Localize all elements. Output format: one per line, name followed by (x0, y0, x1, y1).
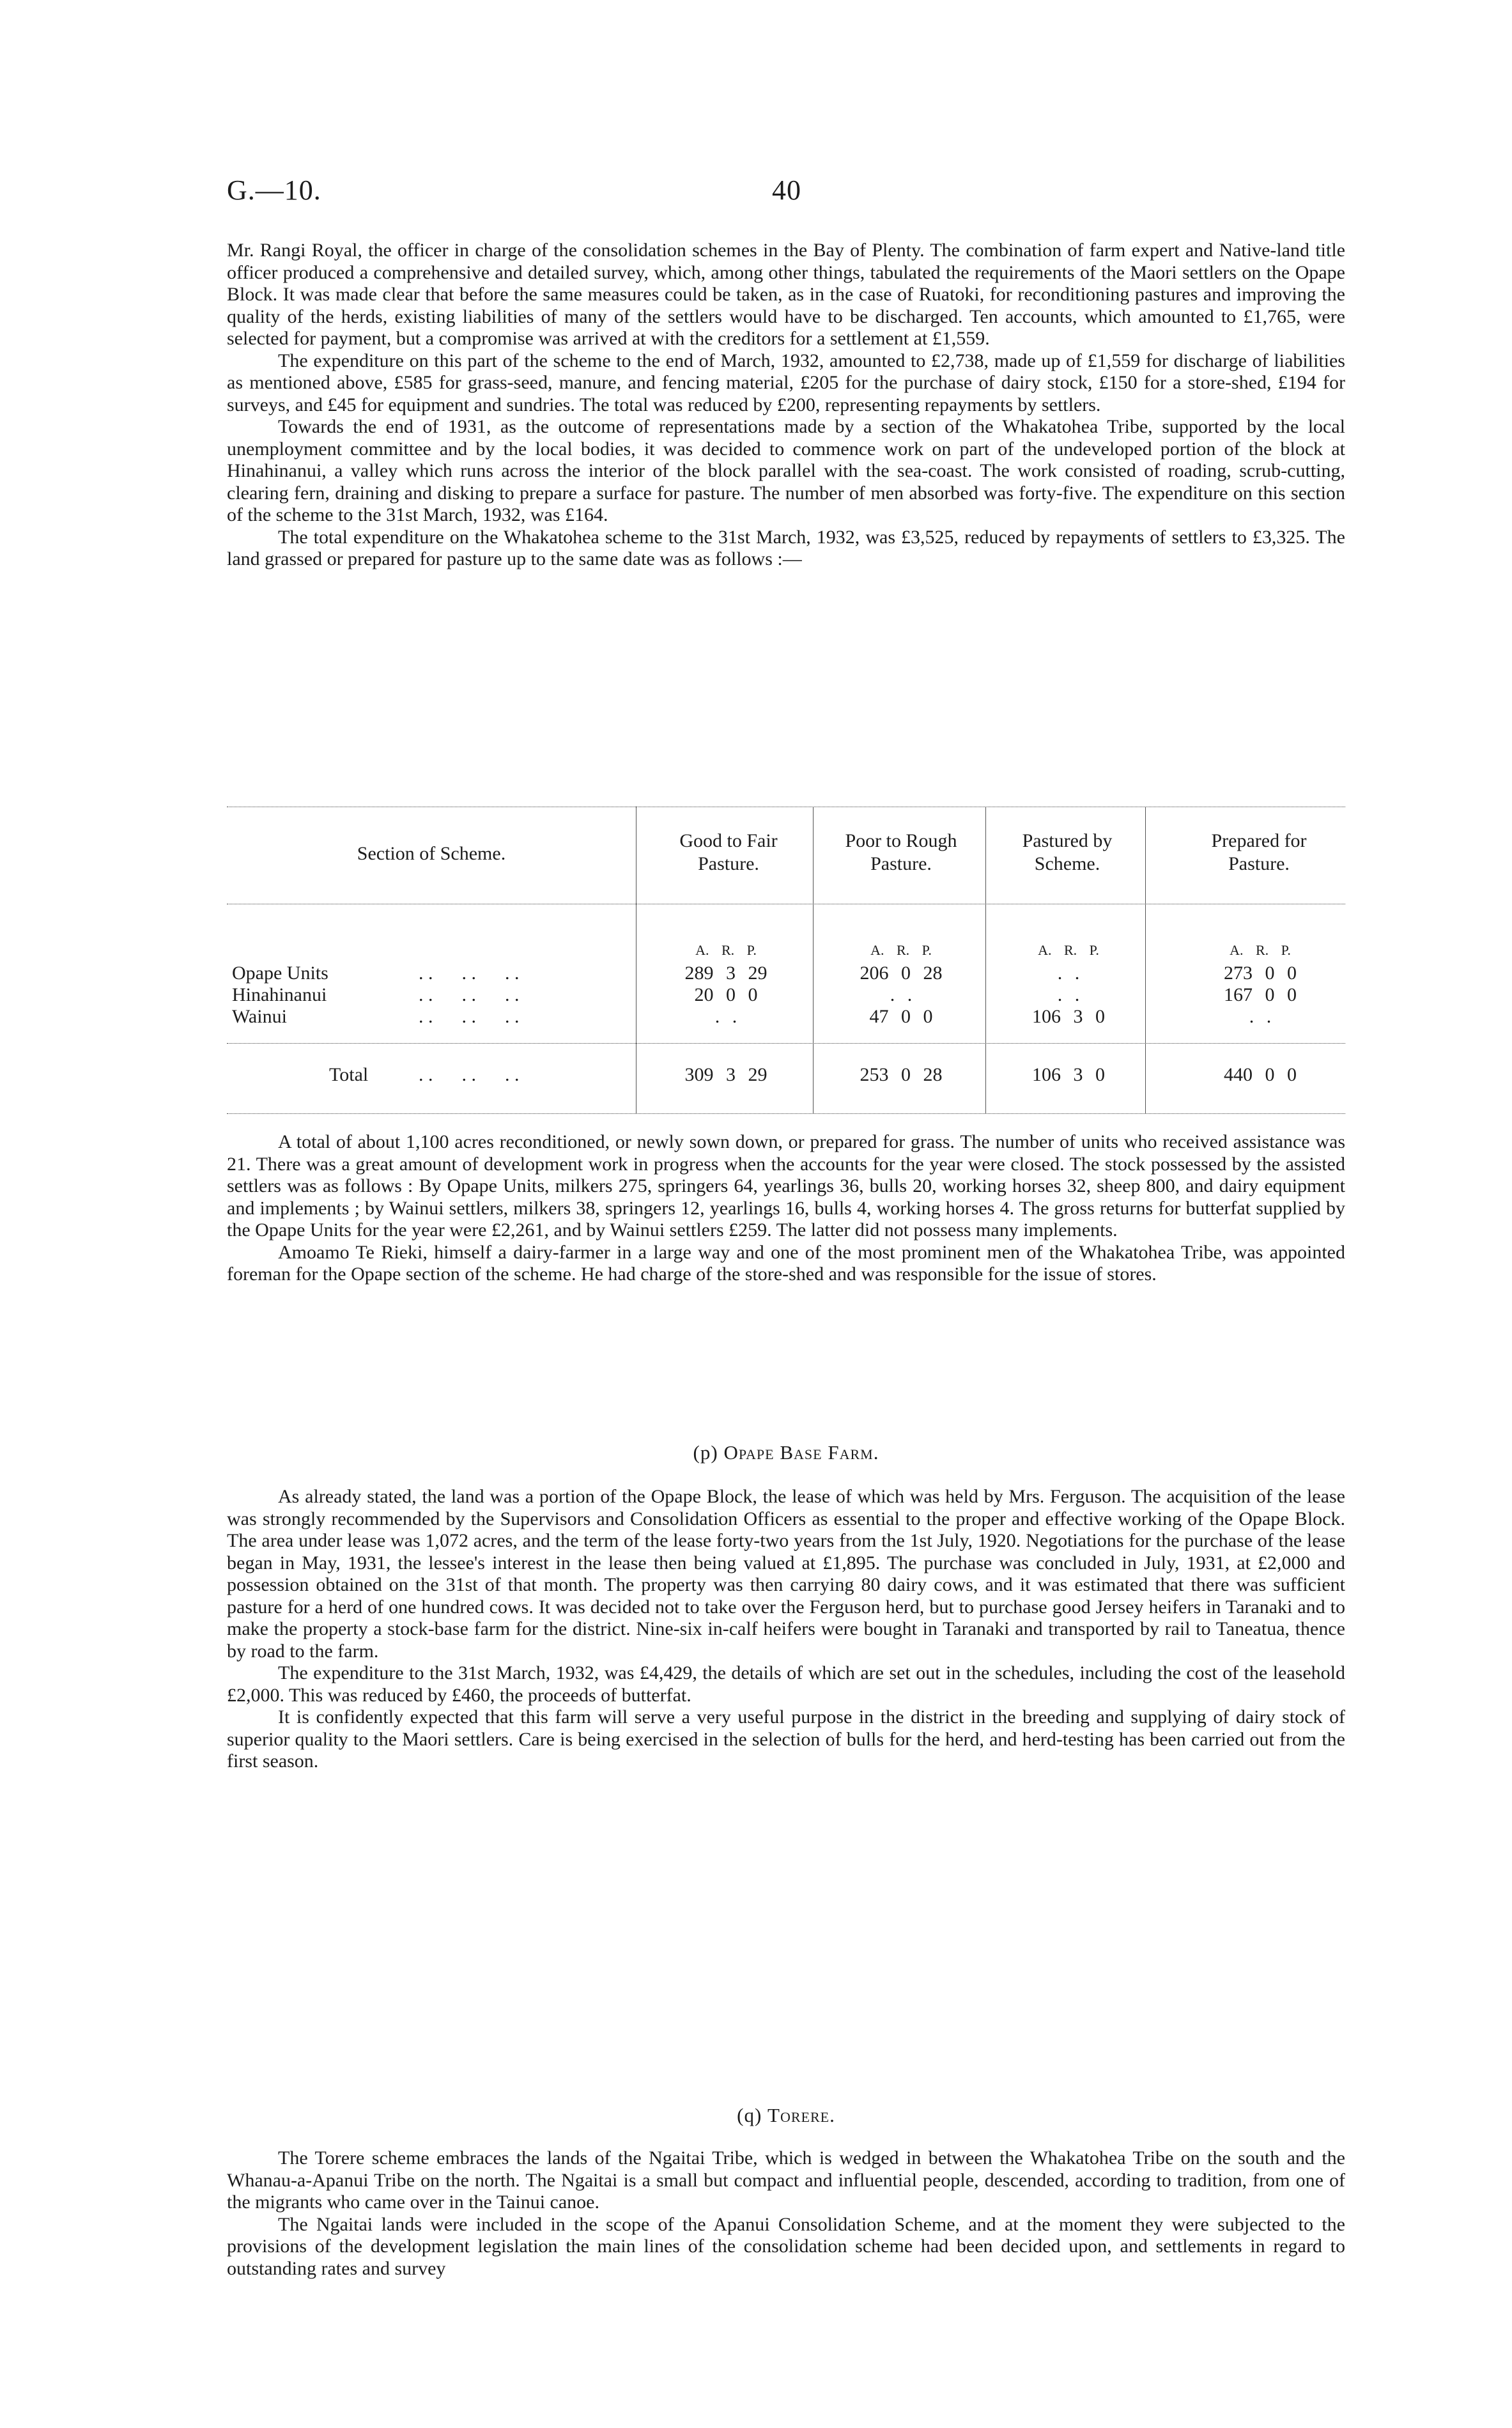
leader-dots: . . . . . . (419, 963, 520, 984)
paragraph: Towards the end of 1931, as the outcome of representations made by a section of the Whakatohea Tribe, supported by the local unemployment committee and by the local bodies, it was decided to commence work on part of the undeveloped portion of the block at Hinahinanui, a valley which runs across the interior of the block parallel with the sea-coast. The work consisted of roading, scrub-cutting, clearing fern, draining and disking to prepare a surface for pasture. The number of men absorbed was forty-five. The expenditure on this section of the scheme to the 31st March, 1932, was £164. (227, 416, 1345, 525)
pastured-value: 106 3 0 (1032, 1006, 1105, 1027)
pasture-table (227, 807, 1345, 1126)
prepared-value: 273 0 0 (1224, 963, 1297, 984)
paragraph: The expenditure to the 31st March, 1932, was £4,429, the details of which are set out in the schedules, including the cost of the leasehold £2,000. This was reduced by £460, the proceeds of butterfat. (227, 1662, 1345, 1706)
page-number: 40 (772, 174, 801, 206)
document-reference: G.—10. (227, 174, 321, 206)
leader-dots: . . . . . . (419, 1006, 520, 1027)
header-prepared: Prepared for Pasture. (1211, 830, 1307, 874)
poor-value: . . (890, 984, 913, 1005)
poor-value: 206 0 28 (860, 963, 943, 984)
column-divider (985, 807, 986, 1113)
paragraph: The Torere scheme embraces the lands of the Ngaitai Tribe, which is wedged in between the Whakatohea Tribe on the south and the Whanau-a-Apanui Tribe on the north. The Ngaitai is a small but compact and influential people, descended, according to tradition, from one of the migrants who came over in the Tainui canoe. (227, 2147, 1345, 2213)
section-label: (q) (737, 2104, 762, 2126)
total-poor: 253 0 28 (860, 1064, 943, 1085)
units-label: A. R. P. (870, 942, 932, 958)
leader-dots: . . . . . . (419, 984, 520, 1005)
paragraph: A total of about 1,100 acres reconditioned, or newly sown down, or prepared for grass. The number of units who received assistance was 21. There was a great amount of development work in progress when the accounts for the year were closed. The stock possessed by the assisted settlers was as follows : By Opape Units, milkers 275, springers 64, yearlings 36, bulls 20, working horses 32, sheep 800, and dairy equipment and implements ; by Wainui settlers, milkers 38, springers 12, yearlings 16, bulls 4, working horses 4. The gross returns for butterfat supplied by the Opape Units for the year were £2,261, and by Wainui settlers £259. The latter did not possess many implements. (227, 1131, 1345, 1241)
leader-dots: . . . . . . (419, 1064, 520, 1085)
prepared-value: . . (1249, 1006, 1272, 1027)
column-divider (1145, 807, 1146, 1113)
pastured-value: . . (1057, 963, 1080, 984)
row-name: Wainui (232, 1006, 287, 1027)
row-name: Hinahinanui (232, 984, 327, 1005)
paragraph: Amoamo Te Rieki, himself a dairy-farmer in a large way and one of the most prominent men of the Whakatohea Tribe, was appointed foreman for the Opape section of the scheme. He had charge of the store-shed and was responsible for the issue of stores. (227, 1241, 1345, 1285)
header-pastured: Pastured by Scheme. (1022, 830, 1113, 874)
header-poor-rough: Poor to Rough Pasture. (845, 830, 957, 874)
row-name: Opape Units (232, 963, 328, 984)
units-label: A. R. P. (1038, 942, 1099, 958)
paragraph: As already stated, the land was a portion of the Opape Block, the lease of which was held by Mrs. Ferguson. The acquisition of the lease was strongly recommended by the Supervisors and Consolidation Officers as essential to the proper and effective working of the Opape Block. The area under lease was 1,072 acres, and the term of the lease forty-two years from the 1st July, 1920. Negotiations for the purchase of the lease began in May, 1931, the lessee's interest in the lease then being valued at £1,895. The purchase was concluded in July, 1931, at £2,000 and possession obtained on the 31st of that month. The property was then carrying 80 dairy cows, and it was estimated that there was sufficient pasture for a herd of one hundred cows. It was decided not to take over the Ferguson herd, but to purchase good Jersey heifers in Taranaki and to make the property a stock-base farm for the district. Nine-six in-calf heifers were bought in Taranaki and transported by rail to Taneatua, thence by road to the farm. (227, 1486, 1345, 1662)
total-good: 309 3 29 (684, 1064, 768, 1085)
good-value: 20 0 0 (694, 984, 758, 1005)
column-divider (813, 807, 814, 1113)
section-title: Torere. (768, 2104, 835, 2126)
section-label: (p) (693, 1441, 718, 1464)
pastured-value: . . (1057, 984, 1080, 1005)
paragraph: The Ngaitai lands were included in the scope of the Apanui Consolidation Scheme, and at the moment they were subjected to the provisions of the development legislation the main lines of the consolidation scheme had been decided upon, and settlements in regard to outstanding rates and survey (227, 2213, 1345, 2279)
intro-paragraphs (227, 240, 1345, 571)
total-pastured: 106 3 0 (1032, 1064, 1105, 1085)
header-section: Section of Scheme. (357, 843, 506, 864)
poor-value: 47 0 0 (869, 1006, 933, 1027)
total-prepared: 440 0 0 (1224, 1064, 1297, 1085)
paragraph: It is confidently expected that this farm will serve a very useful purpose in the district in the breeding and supplying of dairy stock of superior quality to the Maori settlers. Care is being exercised in the selection of bulls for the herd, and herd-testing has been carried out from the first season. (227, 1706, 1345, 1772)
header-good-fair: Good to Fair Pasture. (679, 830, 778, 874)
units-label: A. R. P. (1230, 942, 1291, 958)
paragraph: Mr. Rangi Royal, the officer in charge of the consolidation schemes in the Bay of Plenty. The combination of farm expert and Native-land title officer produced a comprehensive and detailed survey, which, among other things, tabulated the requirements of the Maori settlers on the Opape Block. It was made clear that before the same measures could be taken, as in the case of Ruatoki, for reconditioning pastures and improving the quality of the herds, existing liabilities of many of the settlers would have to be discharged. Ten accounts, which amounted to £1,765, were selected for payment, but a compromise was arrived at with the creditors for a settlement at £1,559. (227, 240, 1345, 349)
good-value: 289 3 29 (684, 963, 768, 984)
prepared-value: 167 0 0 (1224, 984, 1297, 1005)
section-title: Opape Base Farm. (723, 1441, 879, 1464)
paragraph: The total expenditure on the Whakatohea scheme to the 31st March, 1932, was £3,525, reduced by repayments of settlers to £3,325. The land grassed or prepared for pasture up to the same date was as follows :— (227, 526, 1345, 569)
section-heading-opape-base-farm (227, 1441, 1345, 1464)
opape-paragraphs (227, 1486, 1345, 1773)
table-rule (227, 1043, 1345, 1044)
results-paragraphs (227, 1131, 1345, 1286)
total-label: Total (329, 1064, 369, 1085)
units-label: A. R. P. (695, 942, 757, 958)
good-value: . . (714, 1006, 737, 1027)
section-heading-torere (227, 2104, 1345, 2127)
paragraph: The expenditure on this part of the scheme to the end of March, 1932, amounted to £2,738, made up of £1,559 for discharge of liabilities as mentioned above, £585 for grass-seed, manure, and fencing material, £205 for the purchase of dairy stock, £150 for a store-shed, £194 for surveys, and £45 for equipment and sundries. The total was reduced by £200, representing repayments by settlers. (227, 350, 1345, 415)
table-rule (227, 1113, 1345, 1114)
torere-paragraphs (227, 2147, 1345, 2280)
